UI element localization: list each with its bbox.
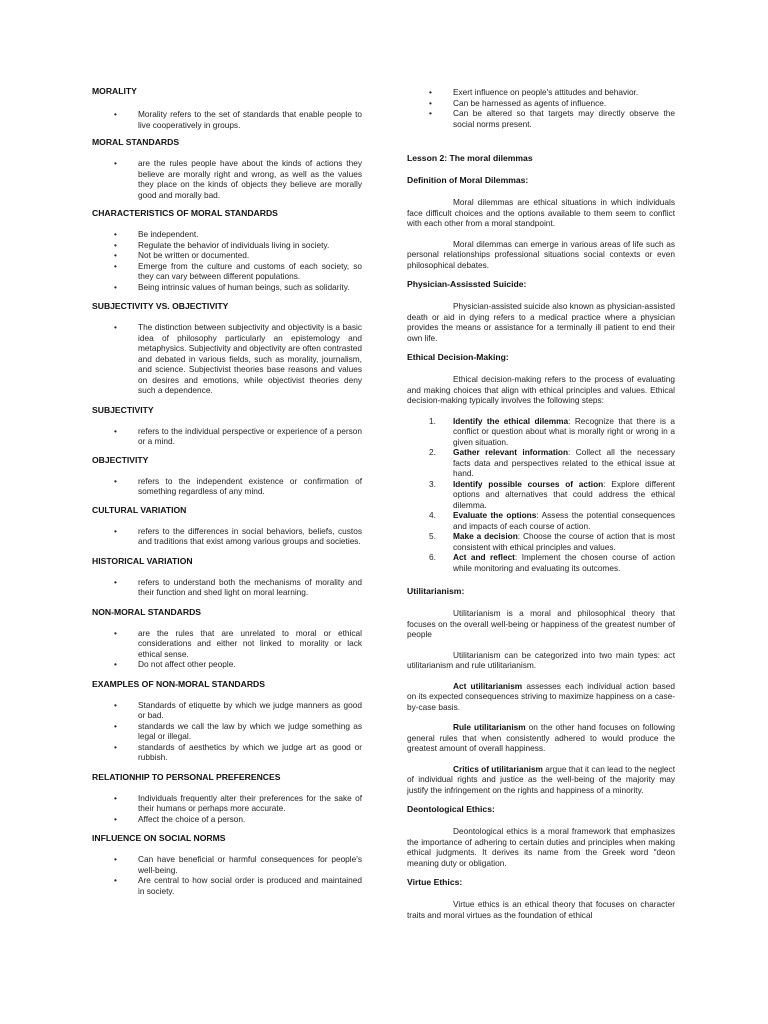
section-heading-personal-preferences: RELATIONHIP TO PERSONAL PREFERENCES (92, 771, 281, 782)
section-heading-subjectivity: SUBJECTIVITY (92, 404, 154, 415)
bullet-list (407, 87, 675, 129)
section-heading-definition: Definition of Moral Dilemmas: (407, 175, 529, 185)
bullet-list (92, 322, 362, 396)
section-heading-deontological-ethics: Deontological Ethics: (407, 804, 495, 814)
list-item: • are the rules people have about the kinds of actions they believe are morally right and wrong, as well as the values they place on the kinds of objects they believe are morally good and morally bad. (114, 158, 362, 200)
section-heading-virtue-ethics: Virtue Ethics: (407, 877, 463, 887)
lesson-title: Lesson 2: The moral dilemmas (407, 153, 533, 163)
list-item: 4. Evaluate the options: Assess the potential consequences and impacts of each course of action. (429, 510, 675, 531)
list-item: • Emerge from the culture and customs of each society, so they can vary between different populations. (114, 260, 362, 281)
list-item: • standards of aesthetics by which we judge art as good or rubbish. (114, 741, 362, 762)
left-column (92, 84, 362, 896)
list-item: • standards we call the law by which we judge something as legal or illegal. (114, 720, 362, 741)
numbered-list (407, 416, 675, 574)
paragraph: Utilitarianism is a moral and philosophical theory that focuses on the overall well-being or happiness of the greatest number of people (407, 608, 675, 639)
list-item: • Morality refers to the set of standards that enable people to live cooperatively in groups. (114, 109, 362, 130)
bullet-list (92, 158, 362, 200)
bullet-list (92, 577, 362, 598)
list-item: 2. Gather relevant information: Collect all the necessary facts data and perspectives related to the ethical issue at hand. (429, 447, 675, 478)
bullet-list (92, 476, 362, 497)
list-item: • are the rules that are unrelated to moral or ethical considerations and either not linked to morality or lack ethical sense. (114, 627, 362, 659)
paragraph: Act utilitarianism assesses each individual action based on its expected consequences striving to maximize happiness on a case-by-case basis. (407, 680, 675, 712)
bullet-list (92, 526, 362, 547)
list-item: • Can be harnessed as agents of influence. (429, 97, 607, 108)
paragraph: Moral dilemmas can emerge in various areas of life such as personal relationships professional situations social contexts or even philosophical debates. (407, 238, 675, 270)
section-heading-non-moral-standards: NON-MORAL STANDARDS (92, 606, 202, 617)
paragraph: Physician-assisted suicide also known as physician-assisted death or aid in dying refers to a medical practice where a physician provides the means or assistance for a terminally ill patient to end their own life. (407, 301, 675, 343)
paragraph: Virtue ethics is an ethical theory that focuses on character traits and moral virtues as the foundation of ethical (407, 899, 675, 920)
section-heading-characteristics: CHARACTERISTICS OF MORAL STANDARDS (92, 208, 278, 218)
list-item: 1. Identify the ethical dilemma: Recognize that there is a conflict or question about what is morally right or wrong in a given situation. (429, 415, 675, 447)
bullet-list (92, 109, 362, 130)
paragraph: Moral dilemmas are ethical situations in which individuals face difficult choices and the options available to them seem to conflict with each other from a moral standpoint. (407, 197, 675, 228)
paragraph: Ethical decision-making refers to the process of evaluating and making choices that align with ethical principles and values. Ethical decision-making typically involves the following steps: (407, 374, 675, 405)
section-heading-physician-assisted-suicide: Physician-Assissted Suicide: (407, 279, 527, 289)
section-heading-social-norms: INFLUENCE ON SOCIAL NORMS (92, 833, 226, 843)
list-item: • Can have beneficial or harmful consequences for people's well-being. (114, 854, 362, 875)
list-item: • Can be altered so that targets may directly observe the social norms present. (429, 108, 675, 129)
paragraph: Deontological ethics is a moral framework that emphasizes the importance of adhering to certain duties and principles when making ethical judgments. It derives its name from the Greek word "deon meaning duty or obligation. (407, 826, 675, 868)
section-heading-utilitarianism: Utilitarianism: (407, 586, 465, 596)
section-heading-moral-standards: MORAL STANDARDS (92, 137, 180, 147)
bullet-list (92, 854, 362, 896)
list-item: • Exert influence on people's attitudes and behavior. (429, 87, 639, 97)
list-item: • Being intrinsic values of human beings, such as solidarity. (114, 281, 350, 292)
paragraph: Utilitarianism can be categorized into two main types: act utilitarianism and rule utilitarianism. (407, 649, 675, 670)
list-item: • Are central to how social order is produced and maintained in society. (114, 875, 362, 896)
list-item: 5. Make a decision: Choose the course of action that is most consistent with ethical principles and values. (429, 531, 675, 552)
list-item: • Affect the choice of a person. (114, 813, 246, 824)
list-item: • The distinction between subjectivity and objectivity is a basic idea of philosophy particularly an epistemology and metaphysics. Subjectivity and objectivity are often contrasted and debated in various fields, such as morality, journalism, and science. Subjectivist theories base reasons and values on desires and emotions, while objectivist theories deny such a dependence. (114, 322, 362, 395)
list-item: • refers to the individual perspective or experience of a person or a mind. (114, 425, 362, 446)
list-item: • Be independent. (114, 229, 199, 239)
bullet-list (92, 229, 362, 292)
section-heading-objectivity: OBJECTIVITY (92, 454, 149, 465)
paragraph: Critics of utilitarianism argue that it can lead to the neglect of individual rights and justice as the well-being of the majority may justify the infringement on the rights and happiness of a minority. (407, 763, 675, 795)
list-item: • refers to the independent existence or confirmation of something regardless of any mind. (114, 475, 362, 496)
section-heading-cultural-variation: CULTURAL VARIATION (92, 504, 187, 515)
list-item: • Do not affect other people. (114, 659, 236, 669)
list-item: • Not be written or documented. (114, 250, 250, 260)
list-item: • Individuals frequently alter their preferences for the sake of their humans or perhaps more accurate. (114, 792, 362, 813)
section-heading-morality: MORALITY (92, 86, 137, 96)
list-item: • Regulate the behavior of individuals living in society. (114, 239, 330, 250)
list-item: • refers to the differences in social behaviors, beliefs, custos and traditions that exist among various groups and societies. (114, 525, 362, 546)
section-heading-examples-non-moral: EXAMPLES OF NON-MORAL STANDARDS (92, 678, 265, 689)
list-item: 6. Act and reflect: Implement the chosen course of action while monitoring and evaluating its outcomes. (429, 552, 675, 573)
bullet-list (92, 426, 362, 447)
section-heading-subjectivity-vs-objectivity: SUBJECTIVITY VS. OBJECTIVITY (92, 301, 229, 311)
list-item: • refers to understand both the mechanisms of morality and their function and shed light on moral learning. (114, 576, 362, 597)
section-heading-historical-variation: HISTORICAL VARIATION (92, 555, 193, 566)
list-item: • Standards of etiquette by which we judge manners as good or bad. (114, 699, 362, 720)
bullet-list (92, 628, 362, 670)
bullet-list (92, 700, 362, 763)
bullet-list (92, 793, 362, 825)
paragraph: Rule utilitarianism on the other hand focuses on following general rules that when consistently adhered to would produce the greatest amount of overall happiness. (407, 722, 676, 753)
section-heading-ethical-decision-making: Ethical Decision-Making: (407, 352, 509, 362)
list-item: 3. Identify possible courses of action: Explore different options and alternatives that could address the ethical dilemma. (429, 478, 675, 510)
right-column (407, 84, 675, 920)
